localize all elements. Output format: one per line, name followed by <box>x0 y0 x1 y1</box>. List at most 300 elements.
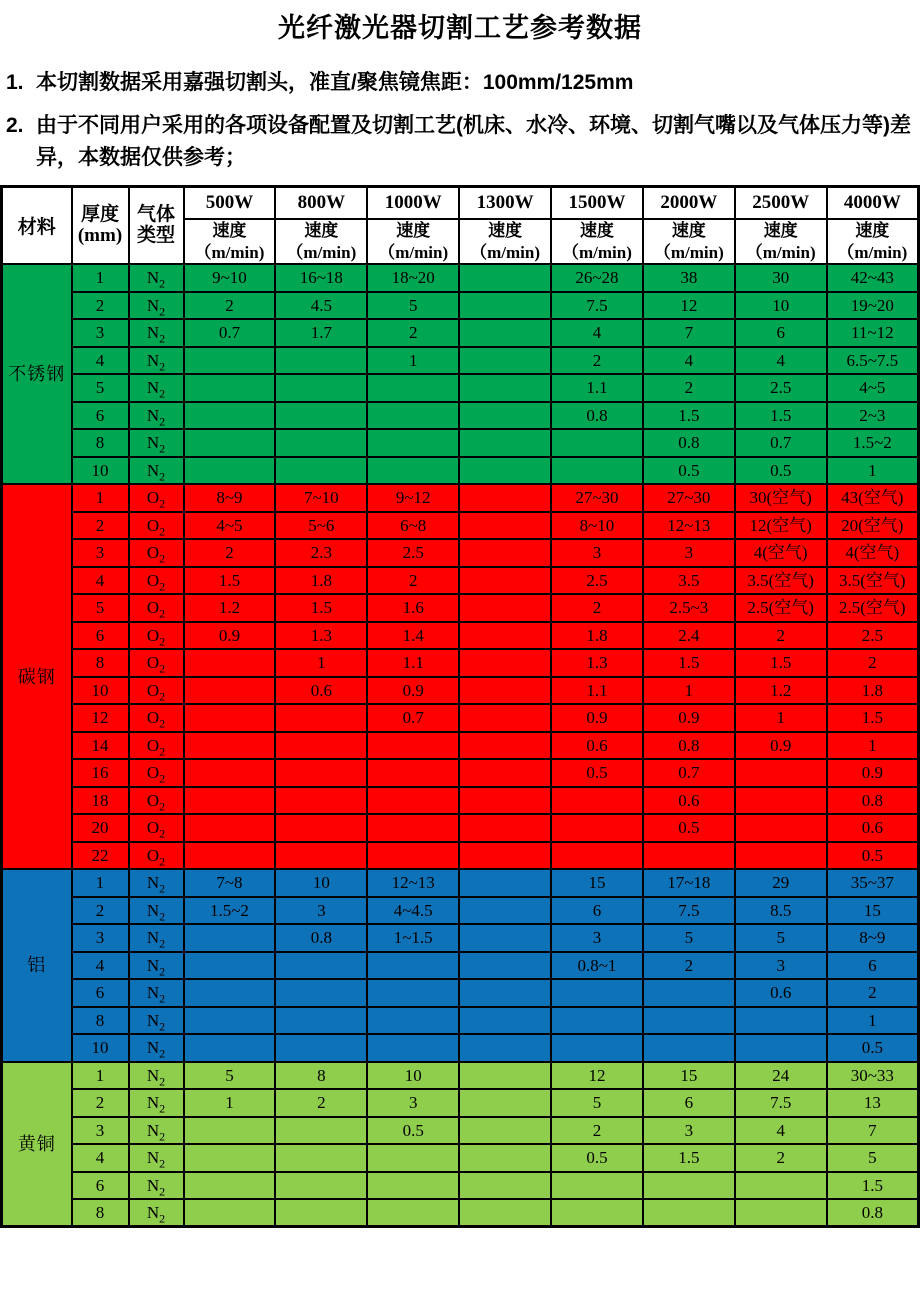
speed-cell: 2 <box>827 979 919 1007</box>
table-row <box>2 842 919 870</box>
speed-cell: 12 <box>551 1062 643 1090</box>
speed-cell <box>735 1172 827 1200</box>
speed-cell <box>367 374 459 402</box>
material-label: 黄铜 <box>2 1062 72 1227</box>
speed-cell <box>275 842 367 870</box>
speed-cell <box>184 1117 276 1145</box>
header-row-powers <box>2 186 919 219</box>
speed-cell: 0.5 <box>735 457 827 485</box>
speed-cell <box>551 979 643 1007</box>
speed-cell: 2.5 <box>735 374 827 402</box>
speed-cell: 15 <box>551 869 643 897</box>
col-header-speed-unit: 速度 （m/min) <box>827 219 919 264</box>
speed-cell: 1 <box>827 732 919 760</box>
speed-cell: 3.5 <box>643 567 735 595</box>
thickness-cell: 18 <box>72 787 129 815</box>
speed-cell <box>459 622 551 650</box>
thickness-cell: 3 <box>72 1117 129 1145</box>
speed-cell <box>459 814 551 842</box>
thickness-cell: 5 <box>72 594 129 622</box>
speed-cell: 0.9 <box>827 759 919 787</box>
speed-cell: 0.7 <box>735 429 827 457</box>
speed-cell <box>459 842 551 870</box>
table-row <box>2 1144 919 1172</box>
col-header-gas: 气体 类型 <box>129 186 184 264</box>
speed-cell: 0.8 <box>827 787 919 815</box>
speed-cell <box>459 539 551 567</box>
speed-cell <box>459 512 551 540</box>
speed-cell <box>551 814 643 842</box>
speed-cell: 0.8 <box>551 402 643 430</box>
speed-cell: 4~4.5 <box>367 897 459 925</box>
table-row <box>2 539 919 567</box>
note-number: 1. <box>6 71 24 94</box>
thickness-cell: 1 <box>72 484 129 512</box>
speed-cell <box>643 1172 735 1200</box>
speed-cell: 1.3 <box>275 622 367 650</box>
speed-cell: 4(空气) <box>827 539 919 567</box>
speed-cell: 43(空气) <box>827 484 919 512</box>
speed-cell: 2 <box>735 622 827 650</box>
gas-type-cell: $N_2$ <box>129 347 184 375</box>
thickness-cell: 6 <box>72 979 129 1007</box>
gas-type-cell: $N_2$ <box>129 292 184 320</box>
speed-cell <box>184 704 276 732</box>
table-row <box>2 457 919 485</box>
speed-cell <box>551 842 643 870</box>
thickness-cell: 4 <box>72 567 129 595</box>
speed-cell <box>275 787 367 815</box>
thickness-cell: 3 <box>72 319 129 347</box>
table-row <box>2 869 919 897</box>
gas-type-cell: $N_2$ <box>129 374 184 402</box>
col-header-speed-unit: 速度 （m/min) <box>275 219 367 264</box>
speed-cell <box>275 402 367 430</box>
speed-cell: 5 <box>551 1089 643 1117</box>
speed-cell: 8~9 <box>827 924 919 952</box>
speed-cell: 7 <box>827 1117 919 1145</box>
speed-cell: 12(空气) <box>735 512 827 540</box>
speed-cell <box>735 1034 827 1062</box>
speed-cell <box>367 732 459 760</box>
speed-cell: 8.5 <box>735 897 827 925</box>
speed-cell: 0.8 <box>827 1199 919 1227</box>
speed-cell <box>184 979 276 1007</box>
speed-cell: 2 <box>184 292 276 320</box>
gas-type-cell: $N_2$ <box>129 1089 184 1117</box>
speed-cell: 2.4 <box>643 622 735 650</box>
speed-cell: 4 <box>735 347 827 375</box>
table-row <box>2 979 919 1007</box>
speed-cell: 10 <box>367 1062 459 1090</box>
speed-cell: 7~10 <box>275 484 367 512</box>
speed-cell: 2.5 <box>827 622 919 650</box>
speed-cell: 4.5 <box>275 292 367 320</box>
speed-cell: 5~6 <box>275 512 367 540</box>
speed-cell: 2 <box>551 594 643 622</box>
thickness-cell: 8 <box>72 1199 129 1227</box>
material-label: 铝 <box>2 869 72 1062</box>
speed-cell <box>184 347 276 375</box>
speed-cell: 9~10 <box>184 264 276 292</box>
speed-cell: 4 <box>735 1117 827 1145</box>
speed-cell <box>367 1034 459 1062</box>
table-row <box>2 622 919 650</box>
table-header <box>2 186 919 264</box>
speed-cell <box>367 814 459 842</box>
table-row <box>2 732 919 760</box>
thickness-cell: 10 <box>72 677 129 705</box>
col-header-power: 2500W <box>735 186 827 219</box>
speed-cell: 1.2 <box>735 677 827 705</box>
speed-cell <box>184 732 276 760</box>
speed-cell <box>367 952 459 980</box>
thickness-cell: 6 <box>72 1172 129 1200</box>
speed-cell <box>184 842 276 870</box>
speed-cell <box>367 1144 459 1172</box>
speed-cell: 1 <box>643 677 735 705</box>
speed-cell: 10 <box>275 869 367 897</box>
gas-type-cell: $N_2$ <box>129 1062 184 1090</box>
speed-cell: 5 <box>643 924 735 952</box>
thickness-cell: 6 <box>72 622 129 650</box>
gas-type-cell: $N_2$ <box>129 897 184 925</box>
speed-cell: 3 <box>643 539 735 567</box>
speed-cell: 12 <box>643 292 735 320</box>
speed-cell: 10 <box>735 292 827 320</box>
speed-cell: 1.5 <box>643 1144 735 1172</box>
speed-cell: 0.8 <box>643 732 735 760</box>
speed-cell <box>459 264 551 292</box>
speed-cell <box>184 677 276 705</box>
gas-type-cell: $O_2$ <box>129 842 184 870</box>
speed-cell: 2.5~3 <box>643 594 735 622</box>
col-header-speed-unit: 速度 （m/min) <box>551 219 643 264</box>
gas-type-cell: $N_2$ <box>129 1144 184 1172</box>
speed-cell <box>459 347 551 375</box>
col-header-power: 1500W <box>551 186 643 219</box>
speed-cell: 27~30 <box>643 484 735 512</box>
gas-type-cell: $N_2$ <box>129 402 184 430</box>
thickness-cell: 3 <box>72 924 129 952</box>
speed-cell <box>459 1062 551 1090</box>
notes <box>6 67 914 175</box>
speed-cell: 1.4 <box>367 622 459 650</box>
speed-cell <box>643 1034 735 1062</box>
speed-cell <box>459 1144 551 1172</box>
speed-cell: 1.5 <box>827 704 919 732</box>
speed-cell <box>551 457 643 485</box>
speed-cell: 0.9 <box>551 704 643 732</box>
table-row <box>2 374 919 402</box>
table-row <box>2 402 919 430</box>
speed-cell: 0.5 <box>367 1117 459 1145</box>
note-item <box>6 110 914 175</box>
speed-cell <box>184 1199 276 1227</box>
note-text: 本切割数据采用嘉强切割头，准直/聚焦镜焦距：100mm/125mm <box>36 71 634 94</box>
speed-cell <box>275 759 367 787</box>
table-row <box>2 429 919 457</box>
table-row <box>2 512 919 540</box>
gas-type-cell: $O_2$ <box>129 677 184 705</box>
gas-type-cell: $O_2$ <box>129 567 184 595</box>
cutting-data-table <box>0 185 920 1229</box>
gas-type-cell: $O_2$ <box>129 484 184 512</box>
speed-cell <box>459 429 551 457</box>
col-header-power: 4000W <box>827 186 919 219</box>
speed-cell <box>459 787 551 815</box>
thickness-cell: 4 <box>72 952 129 980</box>
gas-type-cell: $O_2$ <box>129 814 184 842</box>
speed-cell: 0.9 <box>184 622 276 650</box>
speed-cell: 6 <box>643 1089 735 1117</box>
speed-cell <box>459 1034 551 1062</box>
speed-cell: 7~8 <box>184 869 276 897</box>
speed-cell <box>275 1034 367 1062</box>
table-row <box>2 319 919 347</box>
table-row <box>2 952 919 980</box>
speed-cell: 3 <box>551 924 643 952</box>
speed-cell: 30(空气) <box>735 484 827 512</box>
speed-cell: 0.8~1 <box>551 952 643 980</box>
gas-type-cell: $N_2$ <box>129 1199 184 1227</box>
speed-cell <box>184 787 276 815</box>
speed-cell: 7 <box>643 319 735 347</box>
gas-type-cell: $N_2$ <box>129 1172 184 1200</box>
speed-cell <box>184 814 276 842</box>
speed-cell <box>184 924 276 952</box>
note-text: 由于不同用户采用的各项设备配置及切割工艺(机床、水冷、环境、切割气嘴以及气体压力等)差异，本数据仅供参考； <box>36 113 911 170</box>
speed-cell <box>367 457 459 485</box>
speed-cell: 2 <box>184 539 276 567</box>
speed-cell: 1 <box>184 1089 276 1117</box>
thickness-cell: 1 <box>72 264 129 292</box>
speed-cell: 1.8 <box>551 622 643 650</box>
speed-cell <box>184 1007 276 1035</box>
speed-cell: 1.5~2 <box>827 429 919 457</box>
note-item <box>6 67 914 100</box>
col-header-speed-unit: 速度 （m/min) <box>367 219 459 264</box>
speed-cell: 1.1 <box>551 374 643 402</box>
speed-cell: 0.5 <box>551 759 643 787</box>
speed-cell <box>459 952 551 980</box>
speed-cell: 1.5 <box>275 594 367 622</box>
table-row <box>2 759 919 787</box>
speed-cell: 2 <box>551 1117 643 1145</box>
speed-cell: 2 <box>827 649 919 677</box>
thickness-cell: 10 <box>72 1034 129 1062</box>
speed-cell: 2 <box>643 374 735 402</box>
speed-cell: 4 <box>551 319 643 347</box>
table-row <box>2 814 919 842</box>
col-header-material: 材料 <box>2 186 72 264</box>
col-header-power: 1000W <box>367 186 459 219</box>
speed-cell <box>459 292 551 320</box>
speed-cell <box>459 1089 551 1117</box>
speed-cell <box>459 1172 551 1200</box>
speed-cell <box>184 402 276 430</box>
col-header-speed-unit: 速度 （m/min) <box>184 219 276 264</box>
thickness-cell: 3 <box>72 539 129 567</box>
speed-cell: 12~13 <box>643 512 735 540</box>
speed-cell: 2.5 <box>367 539 459 567</box>
speed-cell <box>184 1172 276 1200</box>
speed-cell: 42~43 <box>827 264 919 292</box>
speed-cell <box>275 429 367 457</box>
speed-cell <box>459 402 551 430</box>
gas-type-cell: $N_2$ <box>129 429 184 457</box>
thickness-cell: 14 <box>72 732 129 760</box>
speed-cell: 5 <box>367 292 459 320</box>
table-body <box>2 264 919 1227</box>
thickness-cell: 22 <box>72 842 129 870</box>
speed-cell: 0.6 <box>827 814 919 842</box>
speed-cell: 0.8 <box>275 924 367 952</box>
thickness-cell: 4 <box>72 1144 129 1172</box>
table-row <box>2 594 919 622</box>
gas-type-cell: $O_2$ <box>129 512 184 540</box>
speed-cell <box>184 649 276 677</box>
gas-type-cell: $O_2$ <box>129 759 184 787</box>
speed-cell: 0.9 <box>367 677 459 705</box>
speed-cell <box>367 1199 459 1227</box>
speed-cell <box>459 677 551 705</box>
thickness-cell: 10 <box>72 457 129 485</box>
gas-type-cell: $N_2$ <box>129 924 184 952</box>
speed-cell: 9~12 <box>367 484 459 512</box>
gas-type-cell: $N_2$ <box>129 1117 184 1145</box>
speed-cell <box>367 842 459 870</box>
speed-cell: 1.5 <box>735 402 827 430</box>
thickness-cell: 2 <box>72 292 129 320</box>
table-row <box>2 704 919 732</box>
speed-cell <box>367 1007 459 1035</box>
speed-cell <box>275 374 367 402</box>
speed-cell <box>735 1199 827 1227</box>
speed-cell: 0.9 <box>735 732 827 760</box>
table-row <box>2 1089 919 1117</box>
speed-cell <box>275 1199 367 1227</box>
gas-type-cell: $N_2$ <box>129 952 184 980</box>
gas-type-cell: $N_2$ <box>129 264 184 292</box>
speed-cell <box>459 1199 551 1227</box>
speed-cell: 0.6 <box>275 677 367 705</box>
speed-cell: 1.5~2 <box>184 897 276 925</box>
gas-type-cell: $O_2$ <box>129 704 184 732</box>
speed-cell: 17~18 <box>643 869 735 897</box>
speed-cell <box>275 457 367 485</box>
speed-cell <box>275 732 367 760</box>
speed-cell <box>459 1117 551 1145</box>
gas-type-cell: $N_2$ <box>129 319 184 347</box>
speed-cell <box>367 1172 459 1200</box>
speed-cell: 5 <box>184 1062 276 1090</box>
col-header-power: 2000W <box>643 186 735 219</box>
col-header-speed-unit: 速度 （m/min) <box>643 219 735 264</box>
speed-cell: 15 <box>643 1062 735 1090</box>
speed-cell: 2~3 <box>827 402 919 430</box>
speed-cell <box>735 759 827 787</box>
speed-cell: 2.5 <box>551 567 643 595</box>
speed-cell: 1.5 <box>643 402 735 430</box>
speed-cell: 0.6 <box>735 979 827 1007</box>
table-row <box>2 1007 919 1035</box>
speed-cell: 0.5 <box>827 842 919 870</box>
speed-cell <box>551 787 643 815</box>
table-row <box>2 567 919 595</box>
speed-cell: 4~5 <box>184 512 276 540</box>
speed-cell <box>184 1144 276 1172</box>
speed-cell: 1.2 <box>184 594 276 622</box>
speed-cell: 7.5 <box>643 897 735 925</box>
speed-cell: 20(空气) <box>827 512 919 540</box>
gas-type-cell: $N_2$ <box>129 457 184 485</box>
speed-cell <box>643 1199 735 1227</box>
gas-type-cell: $N_2$ <box>129 1007 184 1035</box>
speed-cell <box>459 484 551 512</box>
gas-type-cell: $N_2$ <box>129 869 184 897</box>
speed-cell: 0.6 <box>643 787 735 815</box>
table-row <box>2 1062 919 1090</box>
col-header-speed-unit: 速度 （m/min) <box>735 219 827 264</box>
speed-cell: 0.7 <box>643 759 735 787</box>
speed-cell: 0.6 <box>551 732 643 760</box>
table-row <box>2 1199 919 1227</box>
speed-cell: 1.5 <box>643 649 735 677</box>
speed-cell: 2 <box>367 319 459 347</box>
speed-cell: 6~8 <box>367 512 459 540</box>
speed-cell: 4 <box>643 347 735 375</box>
speed-cell: 4(空气) <box>735 539 827 567</box>
thickness-cell: 8 <box>72 649 129 677</box>
speed-cell <box>551 429 643 457</box>
speed-cell: 38 <box>643 264 735 292</box>
table-row <box>2 264 919 292</box>
speed-cell <box>367 402 459 430</box>
speed-cell: 1.3 <box>551 649 643 677</box>
speed-cell: 12~13 <box>367 869 459 897</box>
speed-cell <box>551 1034 643 1062</box>
speed-cell: 5 <box>827 1144 919 1172</box>
col-header-power: 500W <box>184 186 276 219</box>
thickness-cell: 2 <box>72 897 129 925</box>
speed-cell: 7.5 <box>735 1089 827 1117</box>
thickness-cell: 5 <box>72 374 129 402</box>
speed-cell: 2.5(空气) <box>735 594 827 622</box>
speed-cell: 4~5 <box>827 374 919 402</box>
thickness-cell: 16 <box>72 759 129 787</box>
table-row <box>2 897 919 925</box>
speed-cell <box>459 649 551 677</box>
speed-cell: 15 <box>827 897 919 925</box>
speed-cell <box>459 759 551 787</box>
table-row <box>2 1117 919 1145</box>
speed-cell <box>551 1007 643 1035</box>
speed-cell <box>184 374 276 402</box>
thickness-cell: 4 <box>72 347 129 375</box>
material-label: 不锈钢 <box>2 264 72 484</box>
speed-cell: 0.7 <box>367 704 459 732</box>
speed-cell <box>459 1007 551 1035</box>
speed-cell: 1 <box>275 649 367 677</box>
speed-cell <box>184 952 276 980</box>
speed-cell <box>459 979 551 1007</box>
speed-cell <box>459 319 551 347</box>
speed-cell: 18~20 <box>367 264 459 292</box>
speed-cell <box>184 759 276 787</box>
gas-type-cell: $O_2$ <box>129 732 184 760</box>
speed-cell: 30~33 <box>827 1062 919 1090</box>
